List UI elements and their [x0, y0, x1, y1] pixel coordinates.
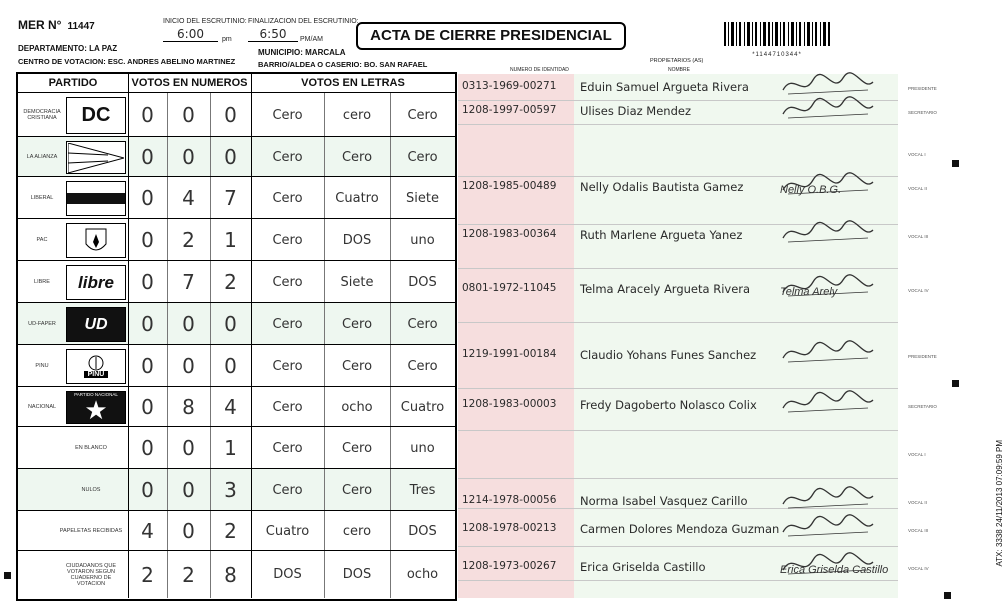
- vote-number-digit: 0: [167, 137, 211, 177]
- party-name: CIUDADANOS QUE VOTARON SEGUN CUADERNO DE VOTACION: [65, 562, 117, 587]
- fin-time: 6:50: [248, 27, 298, 42]
- party-cell: [18, 511, 129, 551]
- vote-number-digit: 2: [167, 219, 211, 261]
- role-label: VOCAL IV: [908, 566, 929, 571]
- party-logo: DC: [66, 97, 126, 134]
- centro-row: CENTRO DE VOTACION: ESC. ANDRES ABELINO MARTINEZ: [18, 57, 236, 66]
- party-name: LIBRE: [34, 279, 50, 285]
- vote-word: uno: [410, 440, 435, 456]
- row-divider: [458, 478, 898, 479]
- party-cell: [18, 469, 129, 511]
- vote-number-digit: 0: [210, 345, 252, 387]
- municipio-value: MARCALA: [305, 48, 346, 57]
- document-title: ACTA DE CIERRE PRESIDENCIAL: [356, 22, 626, 50]
- party-name: DEMOCRACIA CRISTIANA: [23, 109, 61, 121]
- role-label: PRESIDENTE: [908, 354, 937, 359]
- vote-row: [18, 386, 455, 427]
- vote-row: [18, 136, 455, 177]
- vote-number-digit: 0: [128, 303, 168, 345]
- party-cell: [18, 261, 129, 303]
- party-cell: [18, 427, 129, 469]
- vote-word: Cero: [251, 177, 325, 219]
- departamento-value: LA PAZ: [89, 44, 118, 53]
- vote-word: ocho: [324, 387, 391, 427]
- member-name: Eduin Samuel Argueta Rivera: [580, 80, 749, 94]
- vote-row: [18, 302, 455, 345]
- row-divider: [458, 322, 898, 323]
- vote-number-digit: 0: [167, 93, 211, 137]
- vote-number-digit: 0: [128, 219, 168, 261]
- nombre-header: NOMBRE: [668, 67, 690, 73]
- vote-row: [18, 176, 455, 219]
- vote-word: Cero: [251, 345, 325, 387]
- role-label: SECRETARIO: [908, 404, 937, 409]
- role-label: VOCAL III: [908, 528, 929, 533]
- vote-word: Cero: [324, 427, 391, 469]
- party-cell: [18, 345, 129, 387]
- role-label: VOCAL II: [908, 186, 927, 191]
- vote-number-digit: 0: [210, 137, 252, 177]
- party-logo: UD: [66, 307, 126, 342]
- party-name: NACIONAL: [27, 404, 57, 410]
- vote-word: Cero: [324, 137, 391, 177]
- fin-label: FINALIZACION DEL ESCRUTINIO:: [248, 18, 359, 25]
- role-label: PRESIDENTE: [908, 86, 937, 91]
- signature-text: Telma Arely: [780, 286, 838, 298]
- vote-number-digit: 4: [128, 511, 168, 551]
- vote-word: Cero: [251, 137, 325, 177]
- party-name: PAC: [36, 237, 48, 243]
- vote-word: Cuatro: [251, 511, 325, 551]
- vote-word: DOS: [324, 551, 391, 598]
- star-icon: ★: [84, 395, 108, 425]
- party-logo: [66, 349, 126, 384]
- vote-word: Cero: [407, 358, 438, 374]
- vote-number-digit: 8: [167, 387, 211, 427]
- vote-word: Cero: [251, 219, 325, 261]
- propietarios-header: PROPIETARIOS (AS): [650, 58, 704, 64]
- party-cell: [18, 177, 129, 219]
- vote-word: Cuatro: [400, 399, 445, 415]
- mer-number: 11447: [67, 21, 95, 32]
- role-label: SECRETARIO: [908, 110, 937, 115]
- col-numeros-header: VOTOS EN NUMEROS: [128, 74, 252, 92]
- vote-word: DOS: [324, 219, 391, 261]
- member-name: Claudio Yohans Funes Sanchez: [580, 348, 757, 362]
- member-id: 0801-1972-11045: [462, 282, 557, 294]
- vote-word: Cero: [251, 261, 325, 303]
- vote-word: DOS: [408, 523, 437, 539]
- registration-mark: [4, 572, 11, 579]
- party-name: PAPELETAS RECIBIDAS: [59, 528, 123, 534]
- vote-number-digit: 0: [128, 137, 168, 177]
- vote-number-digit: 3: [210, 469, 252, 511]
- party-name: LA ALIANZA: [26, 154, 58, 160]
- departamento-row: DEPARTAMENTO: LA PAZ: [18, 44, 118, 53]
- vote-row: [18, 344, 455, 387]
- municipio-row: MUNICIPIO: MARCALA: [258, 48, 346, 57]
- vote-word: cero: [324, 93, 391, 137]
- vote-word: Cero: [407, 107, 438, 123]
- vote-row: [18, 218, 455, 261]
- vote-number-digit: 0: [128, 345, 168, 387]
- party-cell: [18, 93, 129, 137]
- signature-icon: [778, 388, 878, 423]
- vote-number-digit: 0: [128, 261, 168, 303]
- inicio-time: 6:00: [163, 27, 218, 42]
- role-label: VOCAL II: [908, 500, 927, 505]
- vote-word: Cero: [407, 316, 438, 332]
- vote-word: Cero: [324, 345, 391, 387]
- signature-text: Nelly O.B.G.: [780, 184, 842, 196]
- row-divider: [458, 268, 898, 269]
- vote-word: Cero: [251, 469, 325, 511]
- member-id: 1219-1991-00184: [462, 348, 557, 360]
- vote-word: Tres: [409, 482, 436, 498]
- barcode-bars-icon: [722, 22, 832, 46]
- party-logo: libre: [66, 265, 126, 300]
- vote-number-digit: 7: [210, 177, 252, 219]
- member-name: Carmen Dolores Mendoza Guzman: [580, 522, 780, 536]
- barcode-text: *1144710344*: [752, 52, 802, 58]
- vote-word: Cero: [251, 427, 325, 469]
- vote-word: uno: [410, 232, 435, 248]
- vote-word: Siete: [406, 190, 439, 206]
- vote-number-digit: 0: [128, 93, 168, 137]
- member-id: 0313-1969-00271: [462, 80, 557, 92]
- member-id: 1208-1978-00213: [462, 522, 557, 534]
- barrio-row: BARRIO/ALDEA O CASERIO: BO. SAN RAFAEL: [258, 60, 428, 69]
- inicio-unit: pm: [222, 36, 232, 43]
- vote-word: Cero: [251, 93, 325, 137]
- role-label: VOCAL I: [908, 452, 926, 457]
- party-logo: [66, 141, 126, 174]
- vote-number-digit: 7: [167, 261, 211, 303]
- vote-row: [18, 92, 455, 137]
- vote-number-digit: 2: [167, 551, 211, 598]
- vote-number-digit: 4: [167, 177, 211, 219]
- member-name: Fredy Dagoberto Nolasco Colix: [580, 398, 757, 412]
- registration-mark: [944, 592, 951, 599]
- vote-row: [18, 468, 455, 511]
- vote-word: Cero: [407, 149, 438, 165]
- vote-word: Cero: [251, 303, 325, 345]
- vote-number-digit: 0: [167, 303, 211, 345]
- vote-number-digit: 8: [210, 551, 252, 598]
- party-name: UD-FAPER: [28, 321, 56, 327]
- vote-word: Cero: [324, 303, 391, 345]
- signature-icon: [778, 94, 878, 129]
- member-name: Nelly Odalis Bautista Gamez: [580, 180, 744, 194]
- vote-number-digit: 2: [210, 511, 252, 551]
- role-label: VOCAL III: [908, 234, 929, 239]
- vote-word: Siete: [324, 261, 391, 303]
- party-cell: [18, 387, 129, 427]
- party-logo: [66, 181, 126, 216]
- vote-number-digit: 2: [128, 551, 168, 598]
- centro-value: ESC. ANDRES ABELINO MARTINEZ: [107, 57, 236, 66]
- nacional-logo-text: PARTIDO NACIONAL: [74, 392, 118, 397]
- vote-number-digit: 0: [167, 427, 211, 469]
- fin-unit: PM/AM: [300, 36, 323, 43]
- member-id: 1208-1983-00364: [462, 228, 557, 240]
- vote-word: DOS: [408, 274, 437, 290]
- vote-number-digit: 0: [128, 177, 168, 219]
- vote-word: Cero: [251, 387, 325, 427]
- vote-number-digit: 0: [210, 93, 252, 137]
- pinu-logo-text: PINU: [84, 371, 109, 378]
- vote-number-digit: 0: [128, 427, 168, 469]
- member-name: Ruth Marlene Argueta Yanez: [580, 228, 743, 242]
- signature-icon: [778, 512, 878, 547]
- party-name: PINU: [35, 363, 49, 369]
- signature-icon: [778, 338, 878, 373]
- vote-number-digit: 0: [210, 303, 252, 345]
- party-name: NULOS: [81, 487, 101, 493]
- member-id: 1214-1978-00056: [462, 494, 557, 506]
- member-id: 1208-1983-00003: [462, 398, 557, 410]
- member-name: Norma Isabel Vasquez Carillo: [580, 494, 748, 508]
- party-name: EN BLANCO: [75, 445, 107, 451]
- party-logo: [66, 223, 126, 258]
- barrio-value: BO. SAN RAFAEL: [363, 60, 428, 69]
- party-cell: [18, 137, 129, 177]
- member-name: Ulises Diaz Mendez: [580, 104, 692, 118]
- registration-mark: [952, 160, 959, 167]
- vote-number-digit: 0: [167, 511, 211, 551]
- party-name: LIBERAL: [30, 195, 54, 201]
- vote-row: [18, 550, 455, 598]
- vote-row: [18, 510, 455, 551]
- role-label: VOCAL I: [908, 152, 926, 157]
- inicio-label: INICIO DEL ESCRUTINIO:: [163, 18, 247, 25]
- party-cell: [18, 551, 129, 598]
- mer-label: MER N° 11447: [18, 18, 95, 32]
- member-id: 1208-1973-00267: [462, 560, 557, 572]
- side-timestamp: ATX: 3338 24/11/2013 07:09:59 PM: [995, 440, 1004, 567]
- vote-word: DOS: [251, 551, 325, 598]
- role-label: VOCAL IV: [908, 288, 929, 293]
- vote-word: ocho: [406, 567, 439, 582]
- vote-number-digit: 0: [128, 469, 168, 511]
- signature-text: Erica Griselda Castillo: [780, 564, 889, 576]
- vote-number-digit: 4: [210, 387, 252, 427]
- vote-number-digit: 0: [167, 469, 211, 511]
- party-logo: [66, 391, 126, 424]
- signature-icon: [778, 218, 878, 253]
- identidad-header: NUMERO DE IDENTIDAD: [510, 67, 569, 73]
- vote-row: [18, 260, 455, 303]
- member-name: Telma Aracely Argueta Rivera: [580, 282, 751, 296]
- member-id: 1208-1997-00597: [462, 104, 557, 116]
- vote-number-digit: 2: [210, 261, 252, 303]
- member-name: Erica Griselda Castillo: [580, 560, 706, 574]
- vote-number-digit: 1: [210, 427, 252, 469]
- registration-mark: [952, 380, 959, 387]
- member-id: 1208-1985-00489: [462, 180, 557, 192]
- party-cell: [18, 303, 129, 345]
- vote-word: Cero: [324, 469, 391, 511]
- vote-word: Cuatro: [324, 177, 391, 219]
- vote-number-digit: 0: [128, 387, 168, 427]
- votes-table: [16, 72, 457, 601]
- vote-word: cero: [324, 511, 391, 551]
- col-letras-header: VOTOS EN LETRAS: [301, 77, 405, 89]
- vote-number-digit: 1: [210, 219, 252, 261]
- row-divider: [458, 430, 898, 431]
- col-partido-header: PARTIDO: [18, 74, 129, 92]
- barcode: [722, 22, 832, 58]
- vote-row: [18, 426, 455, 469]
- vote-number-digit: 0: [167, 345, 211, 387]
- party-cell: [18, 219, 129, 261]
